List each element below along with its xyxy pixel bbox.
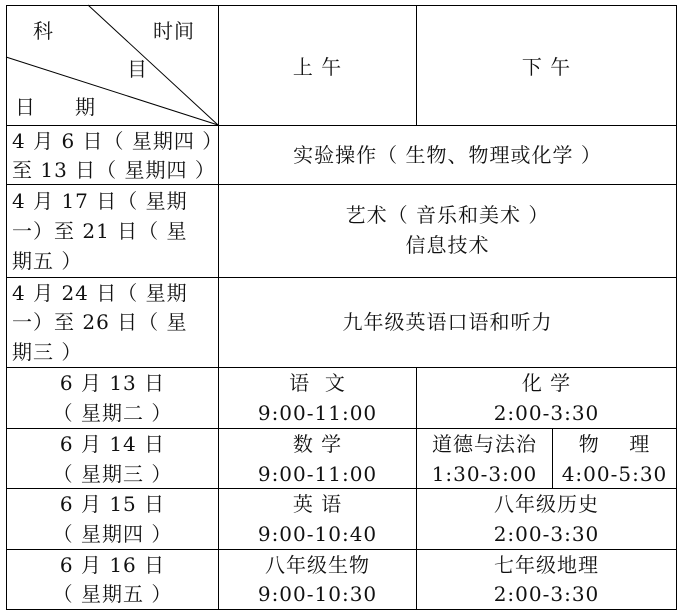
date-cell	[7, 429, 218, 488]
date-line: （ 星期三 ）	[52, 462, 173, 486]
date-line: （ 星期二 ）	[52, 401, 173, 425]
morning-cell	[219, 489, 416, 549]
morning-cell	[219, 368, 416, 428]
exam-time: 9:00-10:30	[257, 582, 378, 606]
afternoon-cell	[417, 368, 676, 428]
date-line: 6 月 15 日	[59, 492, 166, 516]
exam-time: 2:00-3:30	[493, 401, 600, 425]
session-text: 艺术（ 音乐和美术 ）	[345, 203, 550, 227]
header-morning-label: 上 午	[292, 55, 343, 79]
session-text: 信息技术	[405, 233, 490, 257]
session-text: 实验操作（ 生物、物理或化学 ）	[293, 143, 602, 167]
corner-item-label: 目	[127, 57, 148, 81]
corner-time-label: 时间	[153, 19, 195, 43]
subject-name: 语 文	[289, 371, 346, 395]
corner-date-label: 日	[15, 95, 36, 119]
corner-date-label: 期	[75, 95, 96, 119]
exam-time: 1:30-3:00	[431, 462, 538, 486]
subject-name: 道德与法治	[432, 432, 537, 456]
corner-subject-label: 科	[33, 19, 54, 43]
subject-name: 物 理	[578, 432, 651, 456]
afternoon-cell	[553, 429, 676, 488]
exam-time: 2:00-3:30	[493, 582, 600, 606]
merged-session-cell	[219, 185, 676, 277]
date-line: 至 13 日（ 星期四 ）	[12, 158, 216, 182]
date-line: 6 月 14 日	[59, 432, 166, 456]
subject-name: 英 语	[292, 492, 343, 516]
subject-name: 八年级生物	[265, 553, 370, 577]
exam-time: 9:00-11:00	[257, 401, 378, 425]
morning-cell	[219, 550, 416, 609]
exam-time: 4:00-5:30	[561, 462, 668, 486]
merged-session-cell	[219, 278, 676, 367]
subject-name: 七年级地理	[494, 553, 599, 577]
subject-name: 数 学	[292, 432, 343, 456]
header-morning	[219, 6, 416, 125]
date-line: （ 星期四 ）	[52, 522, 173, 546]
subject-name: 化 学	[521, 371, 572, 395]
afternoon-cell	[417, 489, 676, 549]
date-line: 6 月 16 日	[59, 553, 166, 577]
morning-cell	[219, 429, 416, 488]
subject-name: 八年级历史	[494, 492, 599, 516]
date-cell	[7, 368, 218, 428]
afternoon-cell	[417, 550, 676, 609]
date-line: 4 月 6 日（ 星期四 ）	[12, 129, 224, 153]
header-afternoon-label: 下 午	[521, 55, 572, 79]
date-line: 6 月 13 日	[59, 371, 166, 395]
date-line: 4 月 24 日（ 星期	[12, 281, 188, 305]
merged-session-cell	[219, 126, 676, 184]
date-line: （ 星期五 ）	[52, 582, 173, 606]
date-line: 期三 ）	[12, 340, 83, 364]
date-line: 一）至 26 日（ 星	[12, 310, 188, 334]
exam-time: 9:00-10:40	[257, 522, 378, 546]
exam-time: 9:00-11:00	[257, 462, 378, 486]
exam-time: 2:00-3:30	[493, 522, 600, 546]
afternoon-cell	[417, 429, 552, 488]
date-cell	[7, 550, 218, 609]
session-text: 九年级英语口语和听力	[342, 310, 553, 334]
date-line: 期五 ）	[12, 249, 83, 273]
header-afternoon	[417, 6, 676, 125]
date-cell	[7, 489, 218, 549]
date-line: 一）至 21 日（ 星	[12, 219, 188, 243]
date-line: 4 月 17 日（ 星期	[12, 189, 188, 213]
